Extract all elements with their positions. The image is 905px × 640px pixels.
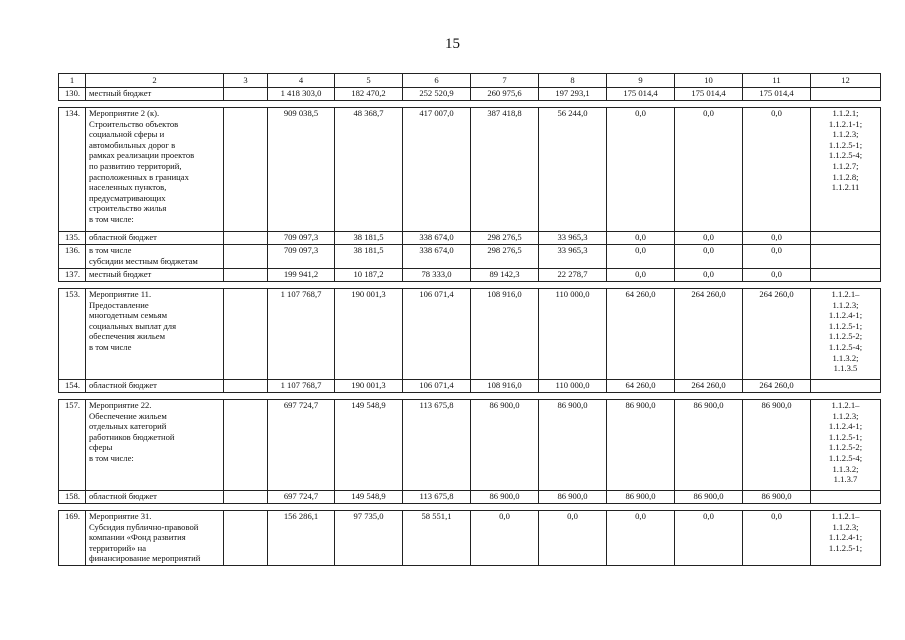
empty-cell-col3	[224, 245, 268, 269]
amount-cell: 909 038,5	[268, 108, 335, 232]
description-line: в том числе:	[89, 452, 134, 463]
amount-cell: 106 071,4	[403, 289, 471, 380]
reference-cell	[811, 400, 881, 491]
row-description-cell	[86, 245, 224, 269]
amount-cell: 0,0	[471, 511, 539, 566]
amount-cell: 106 071,4	[403, 380, 471, 393]
column-header: 4	[268, 74, 335, 88]
amount-cell: 86 900,0	[743, 491, 811, 504]
empty-cell-col3	[224, 108, 268, 232]
amount-cell: 0,0	[675, 232, 743, 245]
amount-cell: 156 286,1	[268, 511, 335, 566]
description-line: местный бюджет	[89, 88, 152, 98]
amount-cell: 190 001,3	[335, 380, 403, 393]
description-line: расположенных в границах	[89, 171, 189, 182]
table-row	[59, 232, 881, 245]
reference-cell	[811, 289, 881, 380]
reference-line: 1.1.2.3;	[832, 521, 859, 532]
reference-cell	[811, 232, 881, 245]
description-line: Мероприятие 31.	[89, 511, 152, 521]
table-row	[59, 289, 881, 380]
description-line: областной бюджет	[89, 232, 157, 242]
description-line: финансирование мероприятий	[89, 553, 201, 564]
table-row	[59, 380, 881, 393]
reference-line: 1.1.2.1–	[831, 400, 860, 410]
description-line: в том числе	[89, 341, 132, 352]
amount-cell: 22 278,7	[539, 269, 607, 282]
reference-line: 1.1.2.5-4;	[828, 452, 863, 463]
amount-cell: 33 965,3	[539, 232, 607, 245]
row-description-cell	[86, 269, 224, 282]
reference-line: 1.1.3.2;	[832, 463, 859, 474]
amount-cell: 298 276,5	[471, 245, 539, 269]
description-line: областной бюджет	[89, 380, 157, 390]
row-number-cell: 169.	[59, 511, 86, 566]
row-number-cell: 157.	[59, 400, 86, 491]
row-description-cell	[86, 88, 224, 101]
amount-cell: 38 181,5	[335, 245, 403, 269]
description-line: компании «Фонд развития	[89, 532, 186, 543]
column-number-row	[59, 74, 881, 88]
empty-cell-col3	[224, 380, 268, 393]
column-header: 12	[811, 74, 881, 88]
row-description-cell	[86, 491, 224, 504]
amount-cell: 113 675,8	[403, 400, 471, 491]
row-number-cell: 136.	[59, 245, 86, 269]
amount-cell: 110 000,0	[539, 380, 607, 393]
amount-cell: 0,0	[607, 245, 675, 269]
empty-cell-col3	[224, 269, 268, 282]
amount-cell: 78 333,0	[403, 269, 471, 282]
description-line: обеспечения жильем	[89, 331, 166, 342]
description-line: Мероприятие 22.	[89, 400, 152, 410]
amount-cell: 110 000,0	[539, 289, 607, 380]
reference-line: 1.1.2.3;	[832, 299, 859, 310]
amount-cell: 86 900,0	[607, 491, 675, 504]
budget-table-container	[58, 73, 881, 566]
amount-cell: 0,0	[607, 232, 675, 245]
amount-cell: 0,0	[675, 108, 743, 232]
reference-line: 1.1.2.4-1;	[828, 310, 863, 321]
block-separator	[59, 504, 881, 511]
table-row	[59, 88, 881, 101]
reference-line: 1.1.2.11	[831, 182, 860, 193]
reference-line: 1.1.2.5-1;	[828, 431, 863, 442]
row-number-cell: 134.	[59, 108, 86, 232]
row-number-cell: 158.	[59, 491, 86, 504]
amount-cell: 56 244,0	[539, 108, 607, 232]
description-line: Мероприятие 11.	[89, 289, 152, 299]
amount-cell: 252 520,9	[403, 88, 471, 101]
reference-cell	[811, 269, 881, 282]
description-line: социальной сферы и	[89, 129, 165, 140]
reference-cell	[811, 88, 881, 101]
reference-line: 1.1.3.5	[833, 363, 858, 374]
amount-cell: 0,0	[607, 511, 675, 566]
row-description-cell	[86, 511, 224, 566]
amount-cell: 0,0	[539, 511, 607, 566]
amount-cell: 38 181,5	[335, 232, 403, 245]
amount-cell: 1 107 768,7	[268, 380, 335, 393]
description-line: сферы	[89, 442, 113, 453]
row-number-cell: 135.	[59, 232, 86, 245]
row-description-cell	[86, 289, 224, 380]
amount-cell: 190 001,3	[335, 289, 403, 380]
amount-cell: 199 941,2	[268, 269, 335, 282]
row-number-cell: 130.	[59, 88, 86, 101]
description-line: многодетным семьям	[89, 310, 168, 321]
description-line: Субсидия публично-правовой	[89, 521, 199, 532]
amount-cell: 0,0	[607, 269, 675, 282]
amount-cell: 0,0	[743, 511, 811, 566]
column-header: 3	[224, 74, 268, 88]
reference-line: 1.1.2.1–	[831, 289, 860, 299]
amount-cell: 0,0	[743, 108, 811, 232]
reference-line: 1.1.2.5-1;	[828, 542, 863, 553]
amount-cell: 64 260,0	[607, 289, 675, 380]
row-description-cell	[86, 400, 224, 491]
row-number-cell: 153.	[59, 289, 86, 380]
amount-cell: 1 107 768,7	[268, 289, 335, 380]
amount-cell: 86 900,0	[539, 400, 607, 491]
amount-cell: 175 014,4	[607, 88, 675, 101]
column-header: 8	[539, 74, 607, 88]
reference-line: 1.1.2.5-1;	[828, 320, 863, 331]
description-line: отдельных категорий	[89, 421, 167, 432]
amount-cell: 97 735,0	[335, 511, 403, 566]
amount-cell: 10 187,2	[335, 269, 403, 282]
description-line: предусматривающих	[89, 192, 166, 203]
row-description-cell	[86, 108, 224, 232]
amount-cell: 86 900,0	[675, 400, 743, 491]
reference-line: 1.1.2.3;	[832, 410, 859, 421]
amount-cell: 264 260,0	[743, 289, 811, 380]
row-description-cell	[86, 380, 224, 393]
amount-cell: 86 900,0	[675, 491, 743, 504]
amount-cell: 298 276,5	[471, 232, 539, 245]
amount-cell: 175 014,4	[743, 88, 811, 101]
description-line: субсидии местным бюджетам	[89, 255, 198, 266]
reference-cell	[811, 108, 881, 232]
table-row	[59, 511, 881, 566]
description-line: в том числе:	[89, 213, 134, 224]
reference-line: 1.1.2.1–	[831, 511, 860, 521]
reference-line: 1.1.2.7;	[832, 160, 859, 171]
reference-line: 1.1.2.8;	[832, 171, 859, 182]
empty-cell-col3	[224, 88, 268, 101]
reference-line: 1.1.2.5-2;	[828, 442, 863, 453]
amount-cell: 264 260,0	[675, 380, 743, 393]
amount-cell: 1 418 303,0	[268, 88, 335, 101]
empty-cell-col3	[224, 400, 268, 491]
page-number: 15	[445, 36, 460, 52]
block-separator	[59, 393, 881, 400]
empty-cell-col3	[224, 511, 268, 566]
amount-cell: 338 674,0	[403, 245, 471, 269]
reference-line: 1.1.2.1;	[832, 108, 859, 118]
description-line: местный бюджет	[89, 269, 152, 279]
reference-line: 1.1.2.1-1;	[828, 118, 863, 129]
row-number-cell: 137.	[59, 269, 86, 282]
separator-cell	[59, 282, 881, 289]
row-number-cell: 154.	[59, 380, 86, 393]
reference-cell	[811, 511, 881, 566]
reference-line: 1.1.3.7	[833, 474, 858, 485]
amount-cell: 113 675,8	[403, 491, 471, 504]
column-header: 1	[59, 74, 86, 88]
description-line: работников бюджетной	[89, 431, 175, 442]
amount-cell: 0,0	[743, 269, 811, 282]
column-header: 11	[743, 74, 811, 88]
amount-cell: 108 916,0	[471, 289, 539, 380]
amount-cell: 0,0	[743, 232, 811, 245]
description-line: социальных выплат для	[89, 320, 177, 331]
reference-line: 1.1.3.2;	[832, 352, 859, 363]
amount-cell: 149 548,9	[335, 491, 403, 504]
block-separator	[59, 282, 881, 289]
description-line: областной бюджет	[89, 491, 157, 501]
table-row	[59, 400, 881, 491]
reference-line: 1.1.2.5-4;	[828, 150, 863, 161]
reference-line: 1.1.2.5-1;	[828, 139, 863, 150]
column-header: 7	[471, 74, 539, 88]
amount-cell: 709 097,3	[268, 245, 335, 269]
amount-cell: 264 260,0	[675, 289, 743, 380]
column-header: 6	[403, 74, 471, 88]
amount-cell: 0,0	[743, 245, 811, 269]
amount-cell: 86 900,0	[471, 491, 539, 504]
empty-cell-col3	[224, 491, 268, 504]
amount-cell: 175 014,4	[675, 88, 743, 101]
column-header: 2	[86, 74, 224, 88]
column-header: 10	[675, 74, 743, 88]
description-line: в том числе	[89, 245, 132, 255]
reference-line: 1.1.2.3;	[832, 129, 859, 140]
separator-cell	[59, 101, 881, 108]
amount-cell: 264 260,0	[743, 380, 811, 393]
reference-line: 1.1.2.5-2;	[828, 331, 863, 342]
table-row	[59, 491, 881, 504]
separator-cell	[59, 393, 881, 400]
reference-line: 1.1.2.5-4;	[828, 341, 863, 352]
table-row	[59, 269, 881, 282]
reference-line: 1.1.2.4-1;	[828, 532, 863, 543]
description-line: по развитию территорий,	[89, 160, 182, 171]
amount-cell: 338 674,0	[403, 232, 471, 245]
amount-cell: 86 900,0	[743, 400, 811, 491]
description-line: Обеспечение жильем	[89, 410, 167, 421]
amount-cell: 387 418,8	[471, 108, 539, 232]
amount-cell: 182 470,2	[335, 88, 403, 101]
column-header: 5	[335, 74, 403, 88]
row-description-cell	[86, 232, 224, 245]
amount-cell: 417 007,0	[403, 108, 471, 232]
amount-cell: 0,0	[675, 511, 743, 566]
amount-cell: 86 900,0	[607, 400, 675, 491]
amount-cell: 86 900,0	[471, 400, 539, 491]
amount-cell: 89 142,3	[471, 269, 539, 282]
description-line: Предоставление	[89, 299, 149, 310]
budget-table	[58, 73, 881, 566]
description-line: Строительство объектов	[89, 118, 179, 129]
amount-cell: 0,0	[675, 245, 743, 269]
amount-cell: 0,0	[607, 108, 675, 232]
amount-cell: 0,0	[675, 269, 743, 282]
separator-cell	[59, 504, 881, 511]
block-separator	[59, 101, 881, 108]
amount-cell: 33 965,3	[539, 245, 607, 269]
amount-cell: 709 097,3	[268, 232, 335, 245]
table-row	[59, 108, 881, 232]
amount-cell: 48 368,7	[335, 108, 403, 232]
amount-cell: 86 900,0	[539, 491, 607, 504]
description-line: строительство жилья	[89, 203, 167, 214]
amount-cell: 108 916,0	[471, 380, 539, 393]
description-line: автомобильных дорог в	[89, 139, 176, 150]
table-body	[59, 74, 881, 566]
empty-cell-col3	[224, 232, 268, 245]
reference-cell	[811, 245, 881, 269]
table-row	[59, 245, 881, 269]
reference-cell	[811, 491, 881, 504]
amount-cell: 197 293,1	[539, 88, 607, 101]
description-line: рамках реализации проектов	[89, 150, 195, 161]
description-line: Мероприятие 2 (к).	[89, 108, 160, 118]
reference-cell	[811, 380, 881, 393]
amount-cell: 64 260,0	[607, 380, 675, 393]
reference-line: 1.1.2.4-1;	[828, 421, 863, 432]
amount-cell: 697 724,7	[268, 491, 335, 504]
column-header: 9	[607, 74, 675, 88]
empty-cell-col3	[224, 289, 268, 380]
amount-cell: 697 724,7	[268, 400, 335, 491]
amount-cell: 149 548,9	[335, 400, 403, 491]
amount-cell: 58 551,1	[403, 511, 471, 566]
description-line: населенных пунктов,	[89, 182, 167, 193]
amount-cell: 260 975,6	[471, 88, 539, 101]
description-line: территорий» на	[89, 542, 147, 553]
